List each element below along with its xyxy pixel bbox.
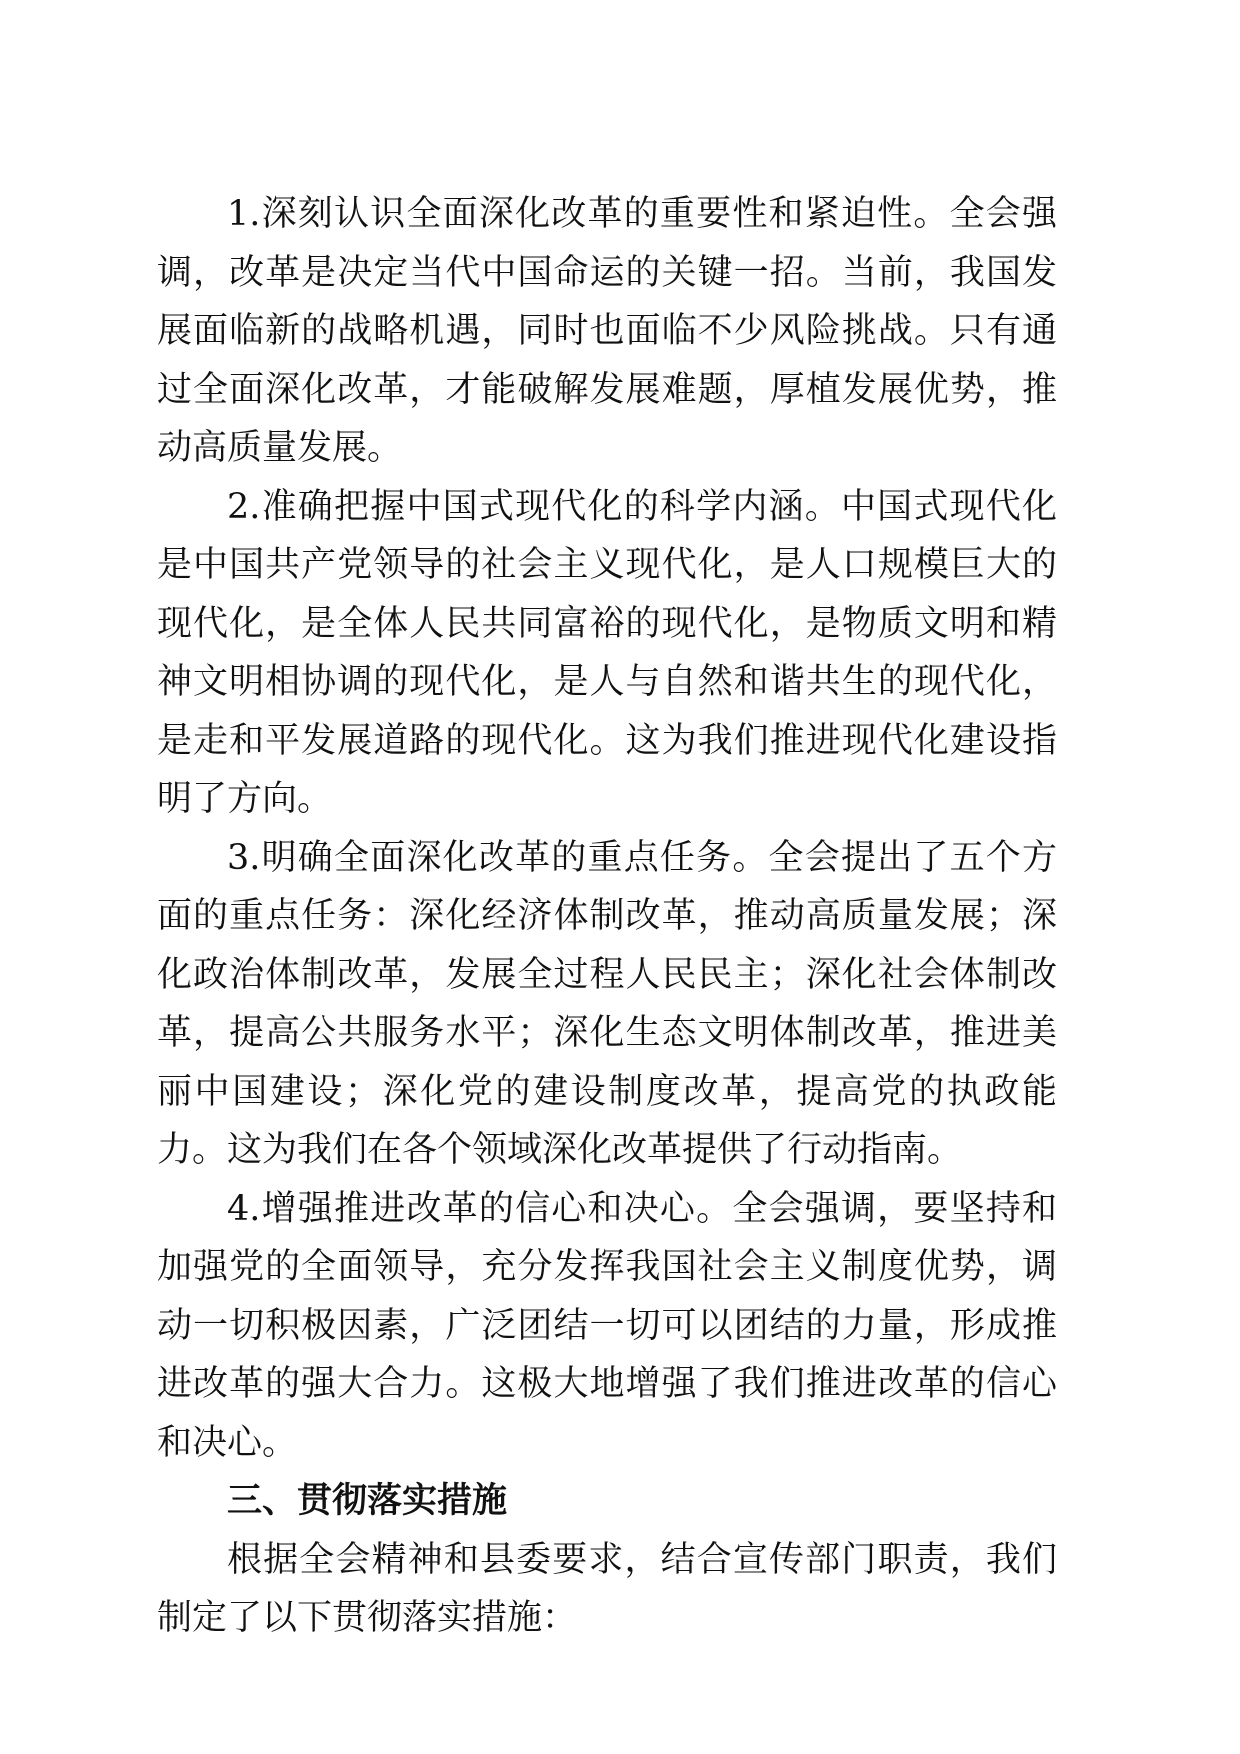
document-body bbox=[157, 185, 1057, 1648]
paragraph-4: 4.增强推进改革的信心和决心。全会强调，要坚持和加强党的全面领导，充分发挥我国社会主义制度优势，调动一切积极因素，广泛团结一切可以团结的力量，形成推进改革的强大合力。这极大地增强了我们推进改革的信心和决心。 bbox=[157, 1188, 1057, 1463]
paragraph-2: 2.准确把握中国式现代化的科学内涵。中国式现代化是中国共产党领导的社会主义现代化，是人口规模巨大的现代化，是全体人民共同富裕的现代化，是物质文明和精神文明相协调的现代化，是人与自然和谐共生的现代化，是走和平发展道路的现代化。这为我们推进现代化建设指明了方向。 bbox=[157, 486, 1057, 819]
closing-paragraph: 根据全会精神和县委要求，结合宣传部门职责，我们制定了以下贯彻落实措施： bbox=[157, 1539, 1057, 1638]
paragraph-3: 3.明确全面深化改革的重点任务。全会提出了五个方面的重点任务：深化经济体制改革，推动高质量发展；深化政治体制改革，发展全过程人民民主；深化社会体制改革，提高公共服务水平；深化生态文明体制改革，推进美丽中国建设；深化党的建设制度改革，提高党的执政能力。这为我们在各个领域深化改革提供了行动指南。 bbox=[157, 837, 1057, 1170]
paragraph-1: 1.深刻认识全面深化改革的重要性和紧迫性。全会强调，改革是决定当代中国命运的关键一招。当前，我国发展面临新的战略机遇，同时也面临不少风险挑战。只有通过全面深化改革，才能破解发展难题，厚植发展优势，推动高质量发展。 bbox=[157, 194, 1057, 468]
section-heading: 三、贯彻落实措施 bbox=[227, 1481, 508, 1521]
